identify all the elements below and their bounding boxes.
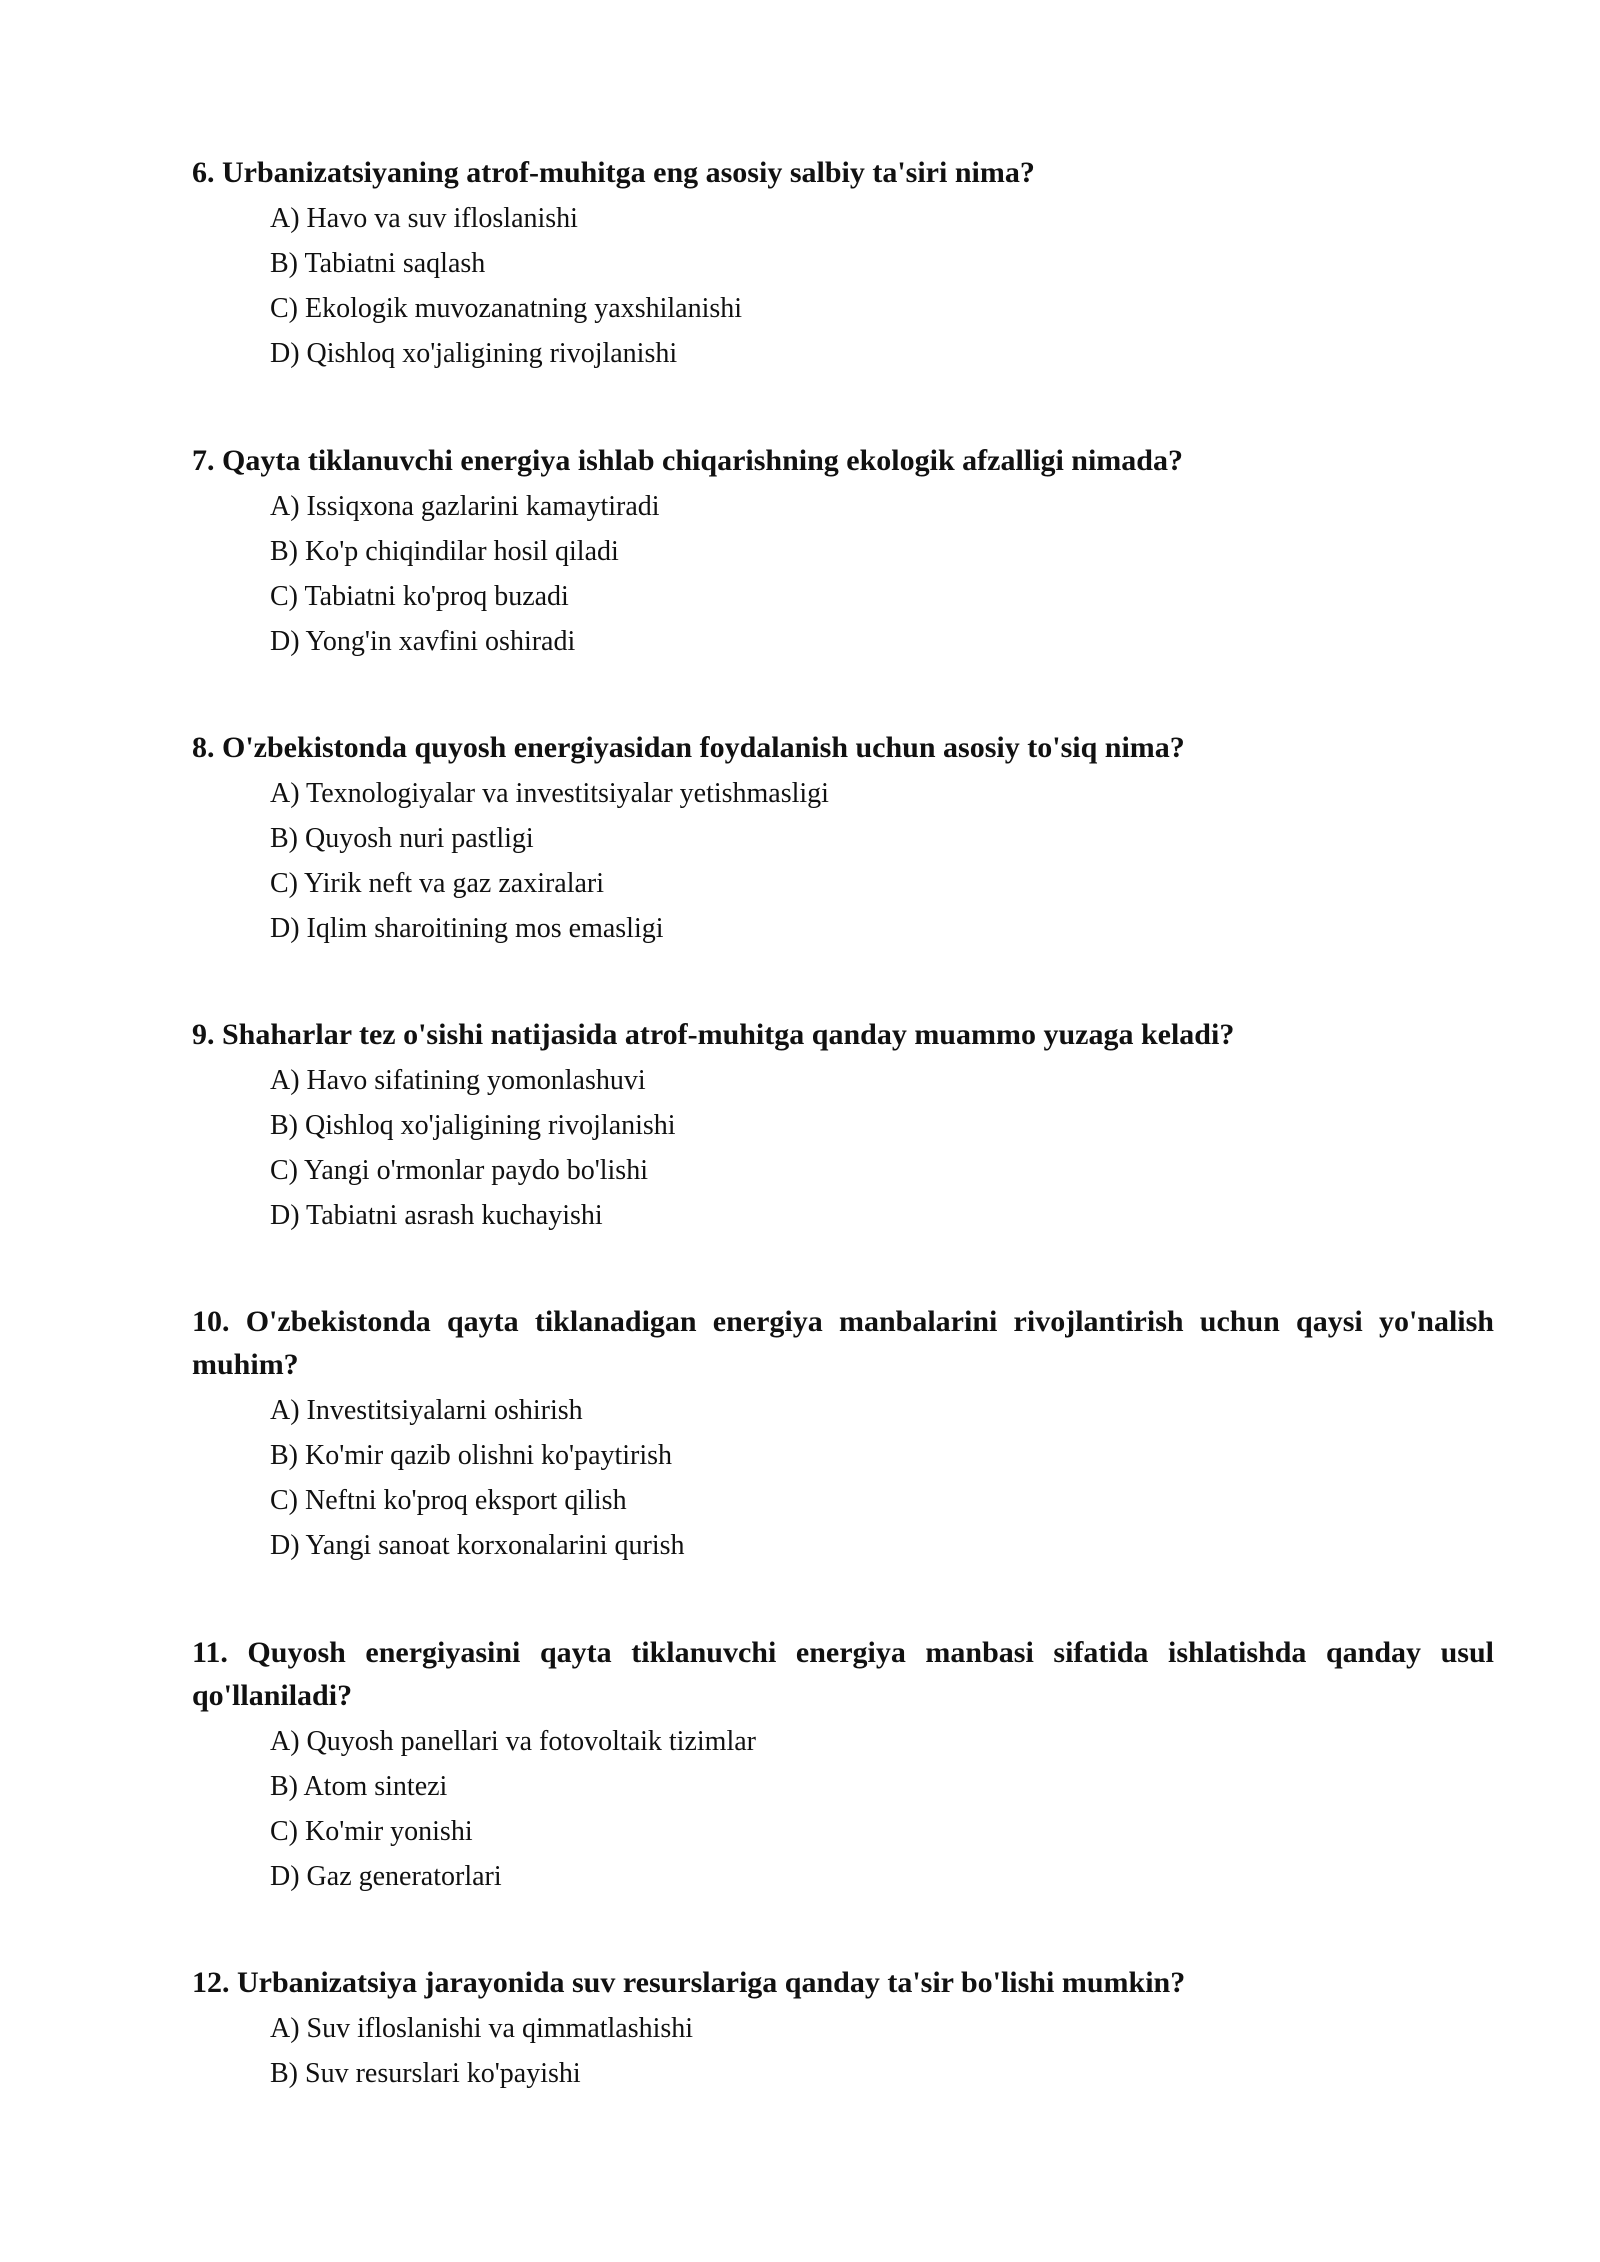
answer-options <box>270 484 1494 664</box>
question-title: 6. Urbanizatsiyaning atrof-muhitga eng asosiy salbiy ta'siri nima? <box>192 156 1035 189</box>
question-8 <box>192 726 1494 951</box>
answer-option-a: A) Havo sifatining yomonlashuvi <box>270 1065 646 1096</box>
answer-option-b: B) Tabiatni saqlash <box>270 248 486 279</box>
answer-options <box>270 1058 1494 1238</box>
answer-option-a: A) Texnologiyalar va investitsiyalar yetishmasligi <box>270 778 829 809</box>
question-7 <box>192 439 1494 664</box>
answer-options <box>270 2006 1494 2096</box>
answer-option-a: A) Suv ifloslanishi va qimmatlashishi <box>270 2013 694 2044</box>
question-11 <box>192 1631 1494 1899</box>
answer-option-a: A) Issiqxona gazlarini kamaytiradi <box>270 491 660 522</box>
answer-option-d: D) Yangi sanoat korxonalarini qurish <box>270 1530 685 1561</box>
question-title: 9. Shaharlar tez o'sishi natijasida atrof-muhitga qanday muammo yuzaga keladi? <box>192 1018 1235 1051</box>
question-title: 8. O'zbekistonda quyosh energiyasidan foydalanish uchun asosiy to'siq nima? <box>192 731 1185 764</box>
answer-option-a: A) Investitsiyalarni oshirish <box>270 1395 583 1426</box>
question-6 <box>192 151 1494 376</box>
question-title: 12. Urbanizatsiya jarayonida suv resurslariga qanday ta'sir bo'lishi mumkin? <box>192 1966 1186 1999</box>
answer-option-b: B) Ko'mir qazib olishni ko'paytirish <box>270 1440 673 1471</box>
answer-options <box>270 196 1494 376</box>
answer-options <box>270 1388 1494 1568</box>
answer-option-d: D) Yong'in xavfini oshiradi <box>270 626 576 657</box>
answer-option-b: B) Ko'p chiqindilar hosil qiladi <box>270 536 619 567</box>
answer-option-d: D) Iqlim sharoitining mos emasligi <box>270 913 664 944</box>
answer-option-c: C) Tabiatni ko'proq buzadi <box>270 581 569 612</box>
answer-option-d: D) Gaz generatorlari <box>270 1861 502 1892</box>
answer-option-c: C) Ko'mir yonishi <box>270 1816 473 1847</box>
question-title: 11. Quyosh energiyasini qayta tiklanuvchi energiya manbasi sifatida ishlatishda qanday usul qo'llaniladi? <box>192 1636 1494 1712</box>
answer-option-b: B) Atom sintezi <box>270 1771 448 1802</box>
answer-option-a: A) Quyosh panellari va fotovoltaik tizimlar <box>270 1726 756 1757</box>
question-9 <box>192 1013 1494 1238</box>
question-10 <box>192 1300 1494 1568</box>
answer-option-b: B) Qishloq xo'jaligining rivojlanishi <box>270 1110 676 1141</box>
answer-option-d: D) Tabiatni asrash kuchayishi <box>270 1200 603 1231</box>
answer-options <box>270 1719 1494 1899</box>
question-title: 7. Qayta tiklanuvchi energiya ishlab chiqarishning ekologik afzalligi nimada? <box>192 444 1183 477</box>
question-12 <box>192 1961 1494 2096</box>
answer-option-a: A) Havo va suv ifloslanishi <box>270 203 578 234</box>
answer-option-d: D) Qishloq xo'jaligining rivojlanishi <box>270 338 678 369</box>
answer-options <box>270 771 1494 951</box>
answer-option-c: C) Yangi o'rmonlar paydo bo'lishi <box>270 1155 648 1186</box>
question-title: 10. O'zbekistonda qayta tiklanadigan energiya manbalarini rivojlantirish uchun qaysi yo'nalish muhim? <box>192 1305 1494 1381</box>
answer-option-c: C) Neftni ko'proq eksport qilish <box>270 1485 627 1516</box>
answer-option-c: C) Yirik neft va gaz zaxiralari <box>270 868 605 899</box>
answer-option-b: B) Suv resurslari ko'payishi <box>270 2058 581 2089</box>
answer-option-c: C) Ekologik muvozanatning yaxshilanishi <box>270 293 743 324</box>
answer-option-b: B) Quyosh nuri pastligi <box>270 823 534 854</box>
